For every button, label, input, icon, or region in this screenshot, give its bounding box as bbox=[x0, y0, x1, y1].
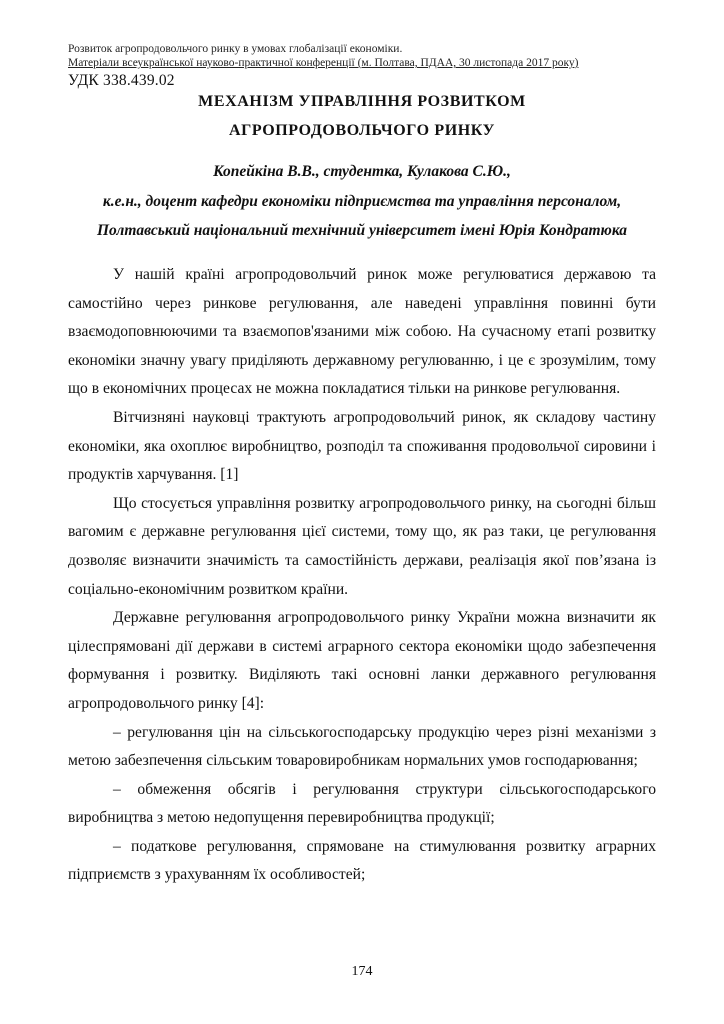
article-title-line1: МЕХАНІЗМ УПРАВЛІННЯ РОЗВИТКОМ bbox=[198, 93, 526, 110]
running-header-line2: Матеріали всеукраїнської науково-практичної конференції (м. Полтава, ПДАА, 30 листопада 2017 року) bbox=[68, 57, 579, 69]
udc-code: УДК 338.439.02 bbox=[68, 72, 175, 89]
list-item: – регулювання цін на сільськогосподарську продукцію через різні механізми з метою забезпечення сільським товаровиробникам нормальних умов господарювання; bbox=[68, 723, 656, 770]
article-body bbox=[68, 261, 656, 890]
list-item: – обмеження обсягів і регулювання структури сільськогосподарського виробництва з метою недопущення перевиробництва продукції; bbox=[68, 780, 656, 827]
authors-line1: Копейкіна В.В., студентка, Кулакова С.Ю., bbox=[213, 163, 511, 180]
authors-university-line: Полтавський національний технічний університет імені Юрія Кондратюка bbox=[96, 222, 628, 239]
list-item: – податкове регулювання, спрямоване на стимулювання розвитку аграрних підприємств з урахуванням їх особливостей; bbox=[68, 837, 656, 884]
paragraph: У нашій країні агропродовольчий ринок може регулюватися державою та самостійно через ринкове регулювання, але наведені управління повинні бути взаємодоповнюючими та взаємопов'язаними між собою. На сучасному етапі розвитку економіки значну увагу приділяють державному регулюванню, і це є зрозумілим, тому що в економічних процесах не можна покладатися тільки на ринкове регулювання. bbox=[68, 266, 656, 398]
article-title-line2: АГРОПРОДОВОЛЬЧОГО РИНКУ bbox=[228, 122, 496, 139]
paragraph: Державне регулювання агропродовольчого ринку України можна визначити як цілеспрямовані дії держави в системі аграрного сектора економіки щодо забезпечення формування і розвитку. Виділяють такі основні ланки державного регулювання агропродовольчого ринку [4]: bbox=[68, 609, 656, 712]
page-number: 174 bbox=[351, 964, 373, 979]
paragraph: Що стосується управління розвитку агропродовольчого ринку, на сьогодні більш вагомим є державне регулювання цієї системи, тому що, як раз таки, це регулювання дозволяє визначити значимість та самостійність держави, реалізація якої пов’язана із соціально-економічним розвитком країни. bbox=[68, 494, 656, 598]
authors-affiliation-line: к.е.н., доцент кафедри економіки підприємства та управління персоналом, bbox=[102, 193, 622, 210]
paragraph: Вітчизняні науковці трактують агропродовольчий ринок, як складову частину економіки, яка охоплює виробництво, розподіл та споживання продовольчої сировини і продуктів харчування. [1] bbox=[68, 408, 656, 484]
running-header-line1: Розвиток агропродовольчого ринку в умовах глобалізації економіки. bbox=[68, 43, 403, 55]
running-header bbox=[68, 42, 578, 70]
